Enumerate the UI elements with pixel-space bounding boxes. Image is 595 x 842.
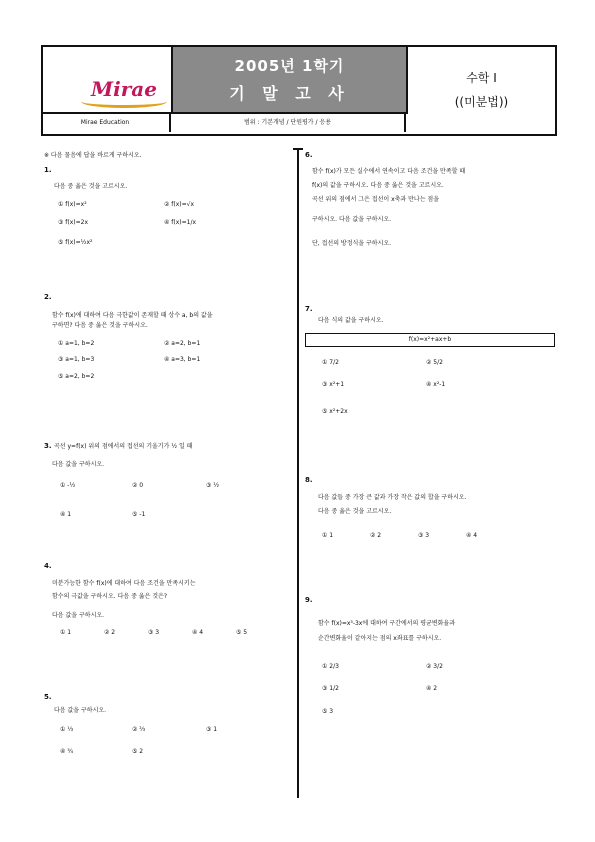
q9-choice-2[interactable]: ② 3/2 <box>426 663 443 670</box>
q8-choice-3[interactable]: ③ 3 <box>418 532 430 539</box>
question-8-stem-line1: 다음 값들 중 가장 큰 값과 가장 작은 값의 합을 구하시오. <box>318 494 467 501</box>
question-5-stem: 다음 값을 구하시오. <box>54 707 107 714</box>
q8-choice-2[interactable]: ② 2 <box>370 532 382 539</box>
question-7-stem: 다음 식의 값을 구하시오. <box>318 317 384 324</box>
q7-choice-5[interactable]: ⑤ x²+2x <box>322 408 348 415</box>
publisher-label: Mirae Education <box>41 112 171 132</box>
q4-choice-1[interactable]: ① 1 <box>60 629 72 636</box>
question-4-stem-line3: 다음 값을 구하시오. <box>52 612 105 619</box>
question-6-number: 6. <box>305 151 313 159</box>
q9-choice-4[interactable]: ④ 2 <box>426 685 438 692</box>
question-4-stem-line2: 함수의 극값을 구하시오. 다음 중 옳은 것은? <box>52 593 168 600</box>
question-2-stem-line2: 구하면? 다음 중 옳은 것을 구하시오. <box>52 322 148 329</box>
column-divider-cap <box>293 148 303 150</box>
q7-choice-4[interactable]: ④ x²-1 <box>426 381 446 388</box>
question-3-stem-line2: 다음 값을 구하시오. <box>52 461 105 468</box>
question-8-stem-line2: 다음 중 옳은 것을 고르시오. <box>318 508 392 515</box>
q4-choice-5[interactable]: ⑤ 5 <box>236 629 248 636</box>
logo-box <box>43 47 173 114</box>
q3-choice-5[interactable]: ⑤ -1 <box>132 511 146 518</box>
q7-choice-3[interactable]: ③ x²+1 <box>322 381 345 388</box>
q3-choice-2[interactable]: ② 0 <box>132 482 144 489</box>
question-8-number: 8. <box>305 476 313 484</box>
logo-swoosh-icon <box>81 95 167 108</box>
q9-choice-3[interactable]: ③ 1/2 <box>322 685 339 692</box>
question-5-number: 5. <box>44 693 52 701</box>
q2-choice-2[interactable]: ② a=2, b=1 <box>164 340 201 347</box>
q4-choice-2[interactable]: ② 2 <box>104 629 116 636</box>
subject-name: 수학 I <box>466 71 497 85</box>
question-3-stem-line1: 곡선 y=f(x) 위의 점에서의 접선의 기울기가 ½ 일 때 <box>54 443 193 450</box>
question-7-number: 7. <box>305 305 313 313</box>
q1-choice-4[interactable]: ④ f(x)=1/x <box>164 219 197 226</box>
question-1-number: 1. <box>44 166 52 174</box>
q1-choice-3[interactable]: ③ f(x)=2x <box>58 219 89 226</box>
column-divider <box>297 148 299 798</box>
q5-choice-1[interactable]: ① ⅓ <box>60 726 74 733</box>
exam-title: 기 말 고 사 <box>229 84 350 103</box>
q3-choice-4[interactable]: ④ 1 <box>60 511 72 518</box>
q3-choice-3[interactable]: ③ ½ <box>206 482 220 489</box>
question-9-stem-line2: 순간변화율이 같아지는 점의 x좌표를 구하시오. <box>318 635 442 642</box>
instructions: ※ 다음 물음에 답을 바르게 구하시오. <box>44 152 142 159</box>
q5-choice-2[interactable]: ② ⅔ <box>132 726 146 733</box>
q1-choice-1[interactable]: ① f(x)=x² <box>58 201 87 208</box>
q7-choice-2[interactable]: ② 5/2 <box>426 359 443 366</box>
subject-box <box>408 47 555 134</box>
q9-choice-1[interactable]: ① 2/3 <box>322 663 339 670</box>
q2-choice-5[interactable]: ⑤ a=2, b=2 <box>58 373 95 380</box>
subject-unit: ((미분법)) <box>454 95 509 109</box>
q8-choice-4[interactable]: ④ 4 <box>466 532 478 539</box>
q1-choice-5[interactable]: ⑤ f(x)=½x² <box>58 239 93 246</box>
question-6-stem-line5: 단, 접선의 방정식을 구하시오. <box>312 240 392 247</box>
question-7-condition-box: f(x)=x²+ax+b <box>305 333 555 347</box>
logo <box>61 61 157 101</box>
question-2-number: 2. <box>44 293 52 301</box>
q1-choice-2[interactable]: ② f(x)=√x <box>164 201 195 208</box>
q9-choice-5[interactable]: ⑤ 3 <box>322 708 334 715</box>
q7-choice-1[interactable]: ① 7/2 <box>322 359 339 366</box>
q5-choice-4[interactable]: ④ ¾ <box>60 748 74 755</box>
question-6-stem-line2: f(x)의 값을 구하시오. 다음 중 옳은 것을 고르시오. <box>312 182 444 189</box>
question-4-number: 4. <box>44 562 52 570</box>
question-4-stem-line1: 미분가능한 함수 f(x)에 대하여 다음 조건을 만족시키는 <box>52 580 196 587</box>
q3-choice-1[interactable]: ① -½ <box>60 482 76 489</box>
question-6-stem-line3: 곡선 위의 점에서 그은 접선이 x축과 만나는 점을 <box>312 196 440 203</box>
q4-choice-4[interactable]: ④ 4 <box>192 629 204 636</box>
question-9-stem-line1: 함수 f(x)=x³-3x에 대하여 구간에서의 평균변화율과 <box>318 620 456 627</box>
question-6-stem-line1: 함수 f(x)가 모든 실수에서 연속이고 다음 조건을 만족할 때 <box>312 168 466 175</box>
exam-term: 2005년 1학기 <box>234 57 345 75</box>
q5-choice-5[interactable]: ⑤ 2 <box>132 748 144 755</box>
question-3-number: 3. <box>44 442 52 450</box>
q2-choice-1[interactable]: ① a=1, b=2 <box>58 340 95 347</box>
logo-text: Mirae <box>91 77 157 101</box>
q5-choice-3[interactable]: ③ 1 <box>206 726 218 733</box>
q2-choice-3[interactable]: ③ a=1, b=3 <box>58 356 95 363</box>
q8-choice-1[interactable]: ① 1 <box>322 532 334 539</box>
exam-range: 범위 : 기본개념 / 단원평가 / 응용 <box>171 112 406 132</box>
question-2-stem-line1: 함수 f(x)에 대하여 다음 극한값이 존재할 때 상수 a, b의 값을 <box>52 312 213 319</box>
question-9-number: 9. <box>305 596 313 604</box>
question-1-stem: 다음 중 옳은 것을 고르시오. <box>54 183 128 190</box>
q4-choice-3[interactable]: ③ 3 <box>148 629 160 636</box>
title-box <box>173 47 408 114</box>
question-6-stem-line4: 구하시오. 다음 값을 구하시오. <box>312 216 392 223</box>
q2-choice-4[interactable]: ④ a=3, b=1 <box>164 356 201 363</box>
